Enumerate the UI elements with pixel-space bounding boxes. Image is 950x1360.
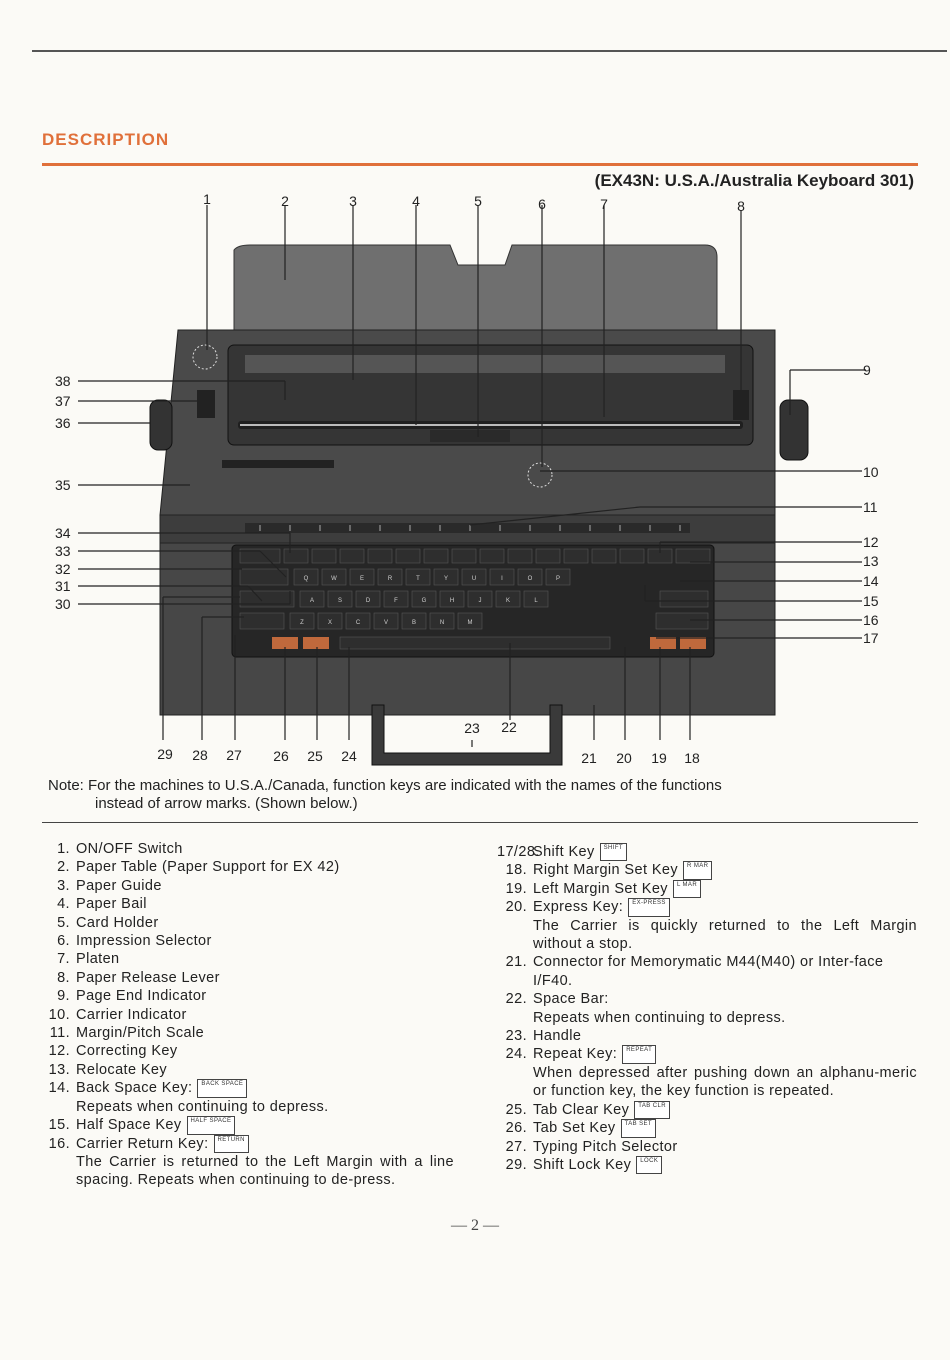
list-item	[497, 843, 917, 861]
item-title: Connector for Memorymatic M44(M40) or Inter-face I/F40.	[533, 954, 884, 989]
callout-bottom: 22	[501, 719, 517, 735]
item-number: 29.	[505, 1156, 527, 1173]
release-lever	[733, 390, 749, 420]
left-shift-key	[240, 613, 284, 629]
key-label: S	[337, 598, 343, 604]
item-number: 8.	[57, 969, 70, 986]
callout-top: 8	[737, 198, 745, 214]
item-title: Shift Lock Key	[533, 1156, 632, 1173]
list-item	[36, 1006, 454, 1024]
callout-left: 34	[55, 525, 71, 541]
item-title: Tab Set Key	[533, 1120, 616, 1137]
list-item	[36, 1024, 454, 1042]
note-rule	[42, 822, 918, 823]
key-label: C	[355, 620, 361, 626]
item-title: ON/OFF Switch	[76, 841, 183, 857]
item-title: Paper Guide	[76, 877, 162, 894]
callout-bottom: 29	[157, 746, 173, 762]
item-number: 9.	[57, 988, 70, 1005]
callout-bottom: 26	[273, 748, 289, 764]
key-symbol-icon: SHIFT	[600, 843, 627, 861]
list-item	[36, 840, 454, 858]
item-number: 15.	[48, 1117, 70, 1134]
item-number: 3.	[57, 877, 70, 894]
list-item	[36, 1042, 454, 1060]
callout-top: 1	[203, 191, 211, 207]
item-title: Relocate Key	[76, 1061, 168, 1078]
model-label: (EX43N: U.S.A./Australia Keyboard 301)	[594, 171, 914, 190]
callout-top: 3	[349, 193, 357, 209]
key-label: U	[471, 576, 477, 582]
note-line-2: instead of arrow marks. (Shown below.)	[95, 795, 358, 812]
key-label: Z	[300, 620, 304, 626]
item-number: 12.	[48, 1043, 70, 1060]
item-title: Paper Release Lever	[76, 969, 220, 986]
page-number: — 2 —	[451, 1217, 499, 1234]
item-title: Page End Indicator	[76, 988, 207, 1005]
item-number: 14.	[48, 1080, 70, 1097]
item-title: Left Margin Set Key	[533, 880, 668, 897]
list-item	[36, 858, 454, 876]
list-item	[36, 1079, 454, 1116]
list-item	[497, 1027, 917, 1045]
list-item	[497, 898, 917, 953]
callout-left: 32	[55, 561, 71, 577]
right-margin-key	[680, 637, 706, 649]
item-number: 19.	[505, 880, 527, 897]
item-title: Margin/Pitch Scale	[76, 1025, 205, 1042]
callout-right: 9	[863, 362, 871, 378]
key-label: W	[331, 576, 337, 582]
key-label: L	[534, 598, 538, 604]
callout-left: 35	[55, 477, 71, 493]
key-symbol-icon: TAB CLR	[634, 1101, 670, 1119]
list-item	[36, 1135, 454, 1190]
key-label: R	[387, 576, 393, 582]
key-label: F	[394, 598, 398, 604]
list-item	[36, 950, 454, 968]
item-description: Repeats when continuing to depress.	[533, 1009, 786, 1026]
item-number: 2.	[57, 859, 70, 876]
item-number: 16.	[48, 1135, 70, 1152]
callout-right: 12	[863, 534, 879, 550]
callout-top: 4	[412, 193, 420, 209]
item-title: Platen	[76, 951, 120, 968]
item-description: When depressed after pushing down an alphanu-meric or function key, the key function is repeated.	[533, 1064, 917, 1100]
callout-bottom: 19	[651, 750, 667, 766]
callout-left: 38	[55, 373, 71, 389]
list-item	[36, 1061, 454, 1079]
item-number: 6.	[57, 933, 70, 950]
item-description: Repeats when continuing to depress.	[76, 1098, 329, 1115]
callout-left: 36	[55, 415, 71, 431]
key-label: J	[478, 598, 482, 604]
label-slot	[222, 460, 334, 468]
list-item	[36, 1116, 454, 1134]
key-symbol-icon: L MAR	[673, 880, 701, 898]
callout-right: 11	[863, 499, 878, 515]
parts-list-right	[497, 843, 917, 1174]
item-title: Card Holder	[76, 914, 159, 931]
callout-right: 13	[863, 553, 879, 569]
callout-left: 37	[55, 393, 71, 409]
key-symbol-icon: EX-PRESS	[628, 898, 670, 916]
item-number: 21.	[505, 954, 527, 971]
list-item	[36, 914, 454, 932]
list-item	[36, 895, 454, 913]
key-label: Q	[303, 576, 309, 582]
heading-rule	[42, 163, 918, 166]
key-label: E	[359, 576, 365, 582]
callout-bottom: 24	[341, 748, 357, 764]
key-label: P	[555, 576, 561, 582]
space-bar	[340, 637, 610, 649]
list-item	[497, 1156, 917, 1174]
callout-bottom: 21	[581, 750, 597, 766]
callout-top: 2	[281, 193, 289, 209]
list-item	[36, 877, 454, 895]
item-number: 5.	[57, 914, 70, 931]
callout-bottom: 27	[226, 747, 242, 763]
return-key	[660, 591, 708, 607]
item-title: Correcting Key	[76, 1043, 178, 1060]
note-paragraph	[48, 777, 908, 813]
item-title: Back Space Key:	[76, 1080, 193, 1097]
callout-left: 33	[55, 543, 71, 559]
item-number: 17/28.	[497, 844, 540, 860]
item-number: 1.	[57, 841, 70, 857]
callout-right: 14	[863, 573, 879, 589]
key-label: K	[505, 598, 511, 604]
item-number: 13.	[48, 1061, 70, 1078]
section-heading: DESCRIPTION	[42, 130, 170, 149]
key-label: X	[327, 620, 333, 626]
item-title: Shift Key	[533, 844, 595, 860]
item-number: 26.	[505, 1120, 527, 1137]
list-item	[497, 861, 917, 879]
paper-guide-bar	[245, 355, 725, 373]
callout-top: 5	[474, 193, 482, 209]
callout-bottom: 20	[616, 750, 632, 766]
item-number: 24.	[505, 1046, 527, 1063]
callout-top: 7	[600, 196, 608, 212]
key-symbol-icon: LOCK	[636, 1156, 662, 1174]
item-number: 25.	[505, 1101, 527, 1118]
callout-bottom: 25	[307, 748, 323, 764]
left-margin-key	[650, 637, 676, 649]
item-title: Express Key:	[533, 899, 624, 916]
item-title: Right Margin Set Key	[533, 862, 679, 879]
list-item	[497, 880, 917, 898]
item-title: Tab Clear Key	[533, 1101, 630, 1118]
key-symbol-icon: BACK SPACE	[197, 1079, 247, 1097]
list-item	[497, 1045, 917, 1100]
list-item	[36, 932, 454, 950]
callout-right: 16	[863, 612, 879, 628]
paper-table	[234, 245, 717, 340]
item-number: 20.	[505, 899, 527, 916]
right-knob	[780, 400, 808, 460]
list-item	[497, 953, 917, 990]
key-label: H	[449, 598, 455, 604]
key-row-2	[300, 591, 548, 607]
item-description: The Carrier is quickly returned to the Left Margin without a stop.	[533, 917, 917, 953]
list-item	[497, 990, 917, 1027]
key-row-3	[290, 613, 482, 629]
callout-right: 10	[863, 464, 879, 480]
key-label: B	[411, 620, 417, 626]
list-item	[497, 1101, 917, 1119]
item-number: 4.	[57, 896, 70, 913]
note-line-1: Note: For the machines to U.S.A./Canada, function keys are indicated with the names of the functions	[48, 777, 722, 794]
callout-right: 17	[863, 630, 879, 646]
right-shift-key	[656, 613, 708, 629]
callout-left: 31	[55, 578, 71, 594]
key-symbol-icon: RETURN	[214, 1135, 249, 1153]
item-title: Handle	[533, 1028, 582, 1045]
item-title: Typing Pitch Selector	[533, 1138, 678, 1155]
callout-bottom: 18	[684, 750, 700, 766]
item-title: Space Bar:	[533, 991, 609, 1008]
tab-set-key	[303, 637, 329, 649]
top-rule	[32, 50, 947, 52]
key-label: Y	[443, 576, 449, 582]
item-title: Paper Table (Paper Support for EX 42)	[76, 859, 340, 876]
key-label: N	[439, 620, 445, 626]
list-item	[497, 1138, 917, 1156]
item-title: Paper Bail	[76, 896, 147, 913]
item-title: Half Space Key	[76, 1117, 182, 1134]
callout-left: 30	[55, 596, 71, 612]
typewriter-diagram	[0, 185, 950, 775]
key-label: O	[527, 576, 533, 582]
key-label: A	[309, 598, 315, 604]
item-title: Impression Selector	[76, 933, 212, 950]
item-title: Repeat Key:	[533, 1046, 618, 1063]
callout-right: 15	[863, 593, 879, 609]
item-title: Carrier Indicator	[76, 1006, 187, 1023]
item-number: 7.	[57, 951, 70, 968]
item-number: 11.	[49, 1025, 70, 1042]
list-item	[36, 987, 454, 1005]
parts-list-left	[36, 840, 454, 1190]
item-number: 18.	[505, 862, 527, 879]
item-number: 27.	[505, 1138, 527, 1155]
list-item	[36, 969, 454, 987]
item-title: Carrier Return Key:	[76, 1135, 209, 1152]
card-holder	[430, 430, 510, 442]
key-label: T	[416, 576, 420, 582]
item-number: 22.	[505, 991, 527, 1008]
left-knob	[150, 400, 172, 450]
impression-switch	[197, 390, 215, 418]
item-number: 23.	[505, 1028, 527, 1045]
item-description: The Carrier is returned to the Left Margin with a line spacing. Repeats when continuing to de-press.	[76, 1153, 454, 1189]
key-symbol-icon: R MAR	[683, 861, 712, 879]
key-symbol-icon: REPEAT	[622, 1045, 656, 1063]
key-label: M	[467, 620, 473, 626]
list-item	[497, 1119, 917, 1137]
margin-pitch-scale	[245, 523, 690, 533]
callout-bottom: 23	[464, 720, 480, 736]
callout-top: 6	[538, 196, 546, 212]
key-label: G	[421, 598, 427, 604]
key-symbol-icon: TAB SET	[621, 1119, 656, 1137]
key-symbol-icon: HALF SPACE	[187, 1116, 236, 1134]
key-label: D	[365, 598, 371, 604]
key-label: V	[383, 620, 389, 626]
key-label: I	[501, 576, 503, 582]
callout-bottom: 28	[192, 747, 208, 763]
item-number: 10.	[48, 1006, 70, 1023]
